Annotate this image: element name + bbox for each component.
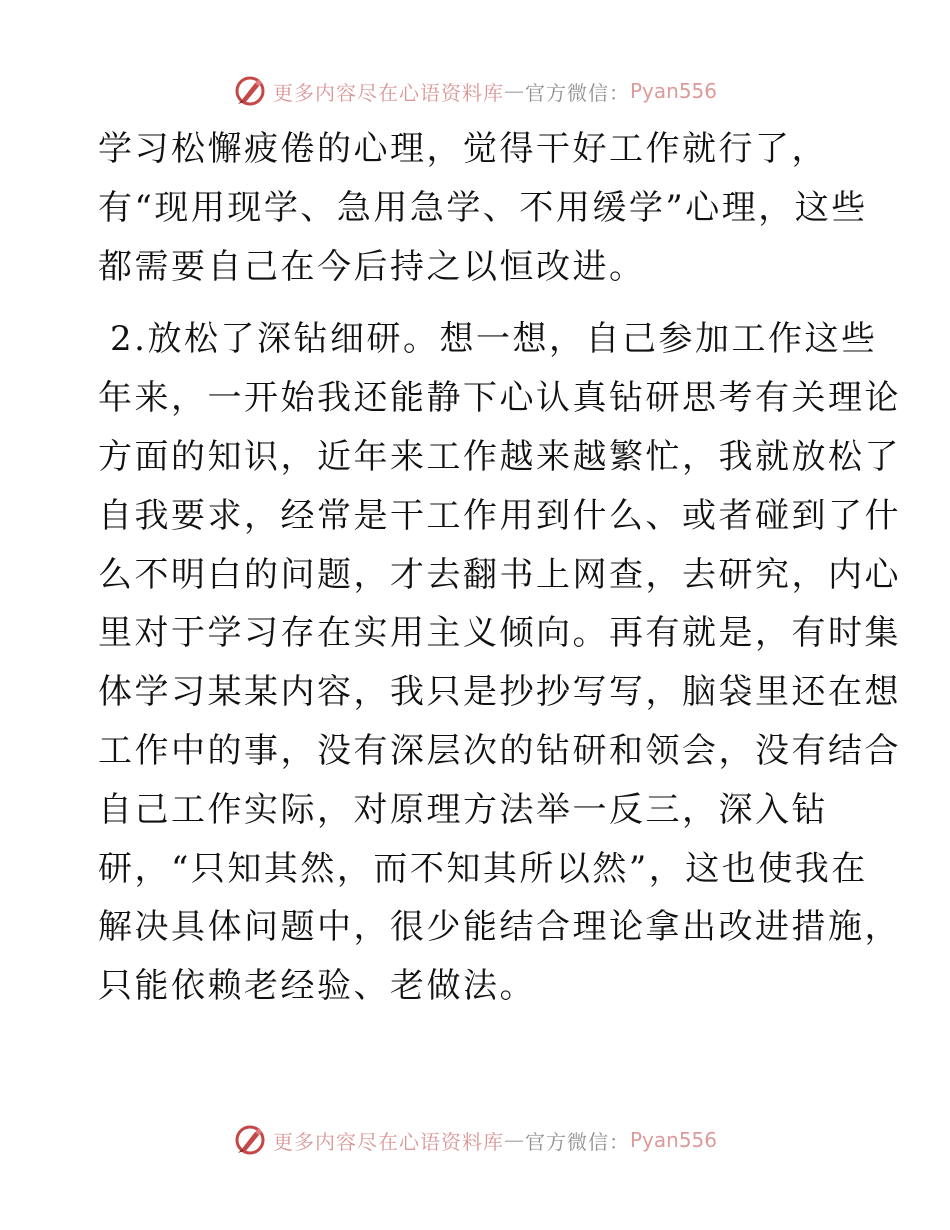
text-line: 里对于学习存在实用主义倾向。再有就是，有时集 [98,613,901,654]
watermark-separator: — [503,79,525,103]
text-line: 有“现用现学、急用急学、不用缓学”心理，这些 [98,187,868,228]
paragraph-1 [98,120,868,296]
text-line: 学习松懈疲倦的心理，觉得干好工作就行了， [98,129,828,169]
paragraph-2 [98,310,901,1016]
footer-watermark [0,1120,950,1160]
text-line: 自己工作实际，对原理方法举一反三，深入钻 [98,789,828,830]
watermark-wechat-id: Pyan556 [629,1128,717,1152]
watermark-label: 官方微信： [524,80,630,105]
pen-logo-icon [233,1123,267,1157]
text-line: 体学习某某内容，我只是抄抄写写，脑袋里还在想 [98,672,901,713]
text-line: 解决具体问题中，很少能结合理论拿出改进措施， [98,907,901,948]
watermark-separator: — [503,1128,525,1152]
paragraph-gap [98,296,858,310]
document-body [98,120,901,1016]
pen-logo-icon [233,74,267,108]
text-line: 么不明白的问题，才去翻书上网查，去研究，内心 [98,554,901,595]
text-line: 只能依赖老经验、老做法。 [98,966,536,1007]
text-line: 研，“只知其然，而不知其所以然”，这也使我在 [98,848,868,889]
text-line: 2.放松了深钻细研。想一想，自己参加工作这些 [110,319,878,360]
watermark-wechat-id: Pyan556 [629,79,717,103]
text-line: 年来，一开始我还能静下心认真钻研思考有关理论 [98,378,901,419]
watermark-label: 官方微信： [524,1129,630,1154]
header-watermark [0,71,950,111]
text-line: 方面的知识，近年来工作越来越繁忙，我就放松了 [98,436,901,477]
text-line: 自我要求，经常是干工作用到什么、或者碰到了什 [98,495,901,536]
text-line: 工作中的事，没有深层次的钻研和领会，没有结合 [98,730,901,771]
watermark-site-text: 更多内容尽在心语资料库 [272,80,504,105]
text-line: 都需要自己在今后持之以恒改进。 [98,246,646,287]
watermark-site-text: 更多内容尽在心语资料库 [272,1129,504,1154]
